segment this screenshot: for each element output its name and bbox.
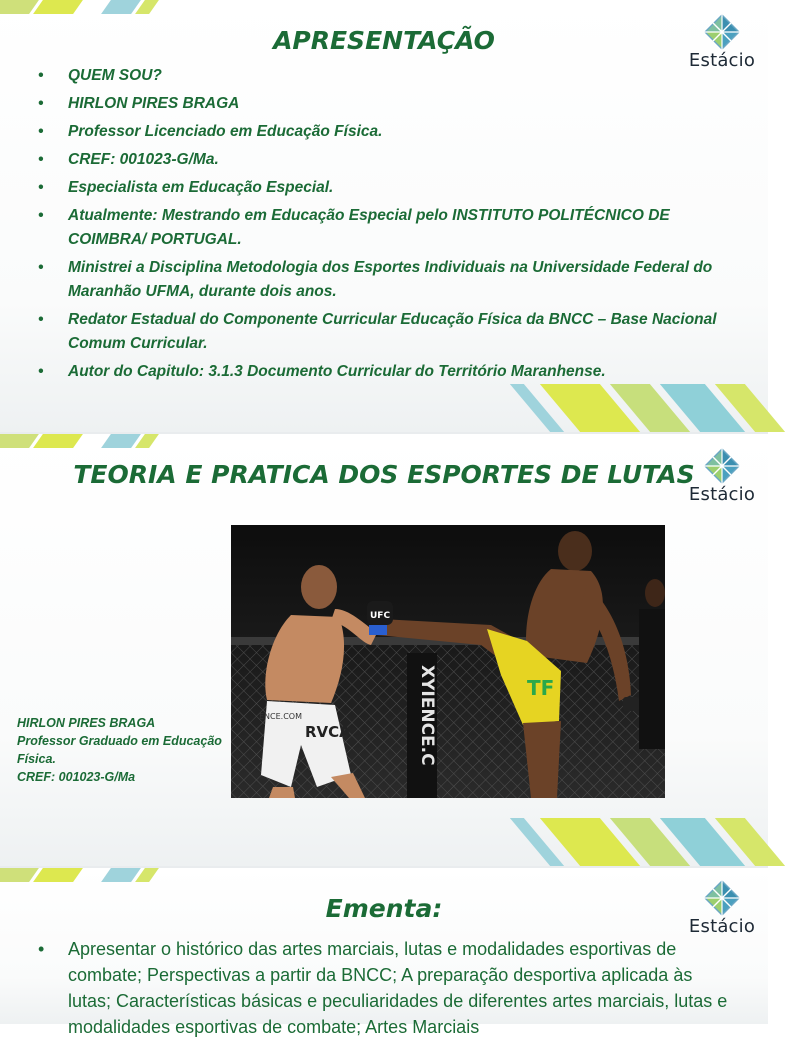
estacio-logo-text: Estácio — [688, 484, 756, 505]
slide-teoria-pratica — [0, 434, 768, 866]
top-stripes — [0, 434, 170, 448]
estacio-logo — [682, 448, 762, 510]
caption-line: CREF: 001023-G/Ma — [17, 770, 136, 784]
bullet-item: • Atualmente: Mestrando em Educação Especial pelo INSTITUTO POLITÉCNICO DE COIMBRA/ PORTUGAL. — [38, 204, 718, 252]
bullet-item: • Professor Licenciado em Educação Física. — [38, 120, 718, 144]
waistband-text: ENCE.COM — [259, 712, 303, 721]
estacio-diamond-icon — [704, 448, 740, 484]
estacio-diamond-icon — [704, 14, 740, 50]
presenter-caption — [17, 714, 232, 786]
bullet-list — [38, 64, 718, 388]
bullet-item: • Ministrei a Disciplina Metodologia dos Esportes Individuais na Universidade Federal do Maranhão UFMA, durante dois anos. — [38, 256, 718, 304]
bullet-item: • Apresentar o histórico das artes marciais, lutas e modalidades esportivas de combate; Perspectivas a partir da BNCC; A preparação desportiva aplicada às lutas; Características básicas e peculiaridades de diferentes artes marciais, lutas e modalidades esportivas de combate; Artes Marciais — [38, 936, 738, 1040]
caption-line: HIRLON PIRES BRAGA — [17, 716, 156, 730]
bullet-item: • CREF: 001023-G/Ma. — [38, 148, 718, 172]
estacio-logo — [682, 880, 762, 942]
slide-ementa — [0, 868, 768, 1037]
shorts-logo-text: TF — [527, 676, 555, 700]
bullet-item: • Redator Estadual do Componente Curricular Educação Física da BNCC – Base Nacional Comum Curricular. — [38, 308, 718, 356]
slide-title: TEORIA E PRATICA DOS ESPORTES DE LUTAS — [73, 460, 695, 489]
top-stripes — [0, 0, 170, 14]
slide-apresentacao — [0, 0, 768, 432]
top-stripes — [0, 868, 170, 882]
bullet-item: • Especialista em Educação Especial. — [38, 176, 718, 200]
glove-brand-text: UFC — [370, 611, 391, 621]
bullet-item: • QUEM SOU? — [38, 64, 718, 88]
cage-banner-text: XYIENCE.C — [417, 665, 437, 766]
bullet-item: • Autor do Capitulo: 3.1.3 Documento Curricular do Território Maranhense. — [38, 360, 718, 384]
caption-line: Professor Graduado em Educação Física. — [17, 734, 222, 766]
bottom-stripes — [530, 818, 790, 866]
estacio-logo-text: Estácio — [688, 50, 756, 71]
bullet-item: • HIRLON PIRES BRAGA — [38, 92, 718, 116]
shorts-brand-text: RVCA — [305, 723, 351, 741]
estacio-logo-text: Estácio — [688, 916, 756, 937]
mma-fight-photo — [231, 525, 665, 798]
bullet-list — [38, 936, 738, 1040]
bottom-stripes — [530, 384, 790, 432]
estacio-diamond-icon — [704, 880, 740, 916]
slide-title: Ementa: — [325, 894, 443, 923]
slide-title: APRESENTAÇÃO — [273, 26, 495, 55]
